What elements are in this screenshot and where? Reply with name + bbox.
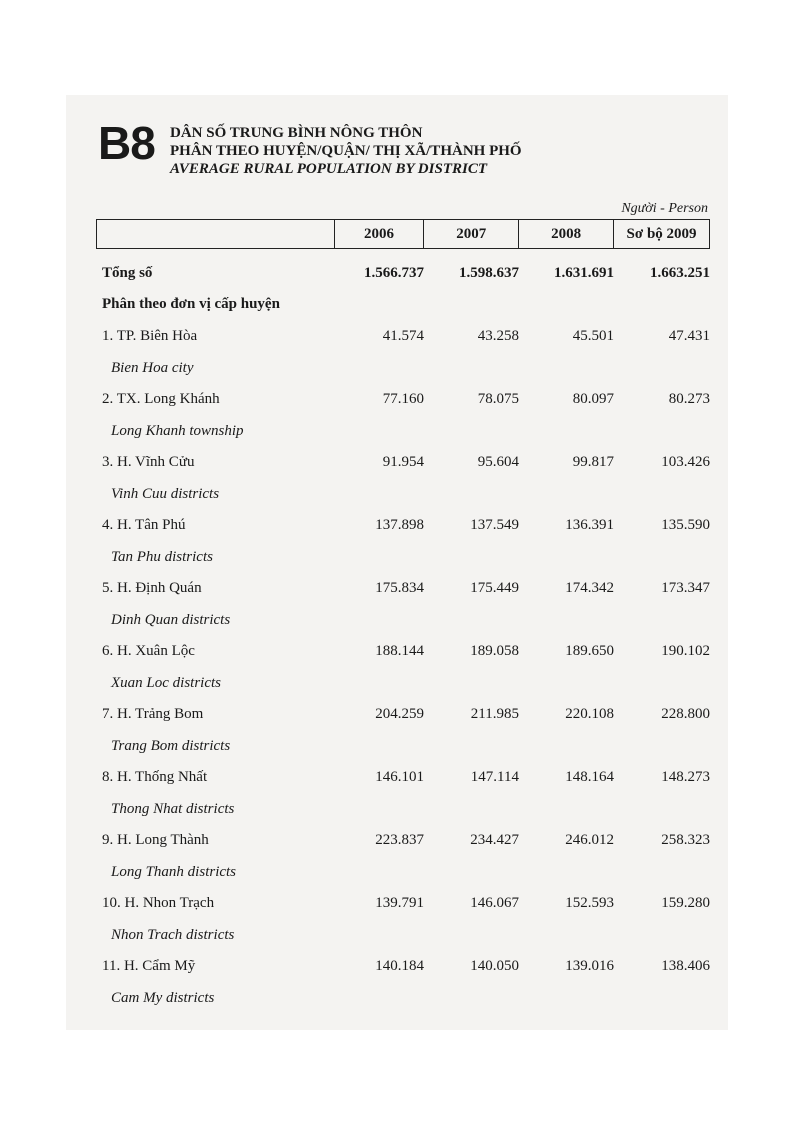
district-name-vn: 1. TP. Biên Hòa bbox=[102, 328, 198, 344]
table-row bbox=[96, 824, 710, 857]
value-cell: 189.650 bbox=[565, 643, 614, 659]
value-cell: 175.449 bbox=[470, 580, 519, 596]
value-cell: 258.323 bbox=[661, 832, 710, 848]
district-name-vn: 7. H. Trảng Bom bbox=[102, 706, 204, 722]
header-2009-preliminary: Sơ bộ 2009 bbox=[614, 220, 710, 249]
title-block bbox=[170, 124, 522, 178]
value-cell: 211.985 bbox=[470, 706, 519, 722]
value-cell: 152.593 bbox=[565, 895, 614, 911]
value-cell: 137.898 bbox=[375, 517, 424, 533]
table-row bbox=[96, 509, 710, 542]
value-cell: 246.012 bbox=[565, 832, 614, 848]
value-cell: 103.426 bbox=[661, 454, 710, 470]
total-2006: 1.566.737 bbox=[364, 264, 424, 281]
table-row-english bbox=[96, 542, 710, 572]
table-row-english bbox=[96, 416, 710, 446]
table-row-english bbox=[96, 668, 710, 698]
district-name-en: Xuan Loc districts bbox=[111, 674, 222, 691]
table-row-english bbox=[96, 983, 710, 1013]
value-cell: 138.406 bbox=[661, 958, 710, 974]
value-cell: 146.067 bbox=[470, 895, 519, 911]
table-row-english bbox=[96, 731, 710, 761]
title-vietnamese-line1: DÂN SỐ TRUNG BÌNH NÔNG THÔN bbox=[170, 125, 423, 141]
table-row bbox=[96, 698, 710, 731]
header-table bbox=[96, 219, 710, 249]
value-cell: 41.574 bbox=[382, 328, 424, 344]
data-table bbox=[96, 258, 710, 1013]
district-name-vn: 9. H. Long Thành bbox=[102, 832, 209, 848]
table-row-english bbox=[96, 857, 710, 887]
table-row bbox=[96, 635, 710, 668]
value-cell: 190.102 bbox=[661, 643, 710, 659]
district-name-en: Trang Bom districts bbox=[111, 737, 231, 754]
table-row-english bbox=[96, 479, 710, 509]
table-row-english bbox=[96, 605, 710, 635]
value-cell: 223.837 bbox=[375, 832, 424, 848]
value-cell: 148.164 bbox=[565, 769, 614, 785]
value-cell: 174.342 bbox=[565, 580, 614, 596]
value-cell: 234.427 bbox=[470, 832, 519, 848]
value-cell: 80.097 bbox=[572, 391, 614, 407]
header-2007: 2007 bbox=[424, 220, 519, 249]
value-cell: 137.549 bbox=[470, 517, 519, 533]
table-code: B8 bbox=[98, 117, 155, 169]
table-row bbox=[96, 950, 710, 983]
value-cell: 204.259 bbox=[375, 706, 424, 722]
total-2009: 1.663.251 bbox=[650, 264, 710, 281]
table-row bbox=[96, 383, 710, 416]
value-cell: 136.391 bbox=[565, 517, 614, 533]
table-row bbox=[96, 761, 710, 794]
value-cell: 148.273 bbox=[661, 769, 710, 785]
value-cell: 146.101 bbox=[375, 769, 424, 785]
district-name-en: Bien Hoa city bbox=[111, 359, 194, 376]
district-name-vn: 4. H. Tân Phú bbox=[102, 517, 186, 533]
district-name-vn: 10. H. Nhon Trạch bbox=[102, 895, 215, 911]
district-name-en: Thong Nhat districts bbox=[111, 800, 235, 817]
table-row bbox=[96, 446, 710, 479]
value-cell: 189.058 bbox=[470, 643, 519, 659]
value-cell: 77.160 bbox=[382, 391, 424, 407]
district-name-en: Tan Phu districts bbox=[111, 548, 213, 565]
district-name-vn: 3. H. Vĩnh Cửu bbox=[102, 454, 195, 470]
header-label-cell bbox=[97, 220, 335, 249]
district-name-vn: 8. H. Thống Nhất bbox=[102, 769, 208, 785]
table-row bbox=[96, 887, 710, 920]
district-name-en: Cam My districts bbox=[111, 989, 215, 1006]
section-label: Phân theo đơn vị cấp huyện bbox=[102, 295, 280, 312]
table-row bbox=[96, 320, 710, 353]
table-row bbox=[96, 572, 710, 605]
district-name-vn: 6. H. Xuân Lộc bbox=[102, 643, 195, 659]
value-cell: 139.791 bbox=[375, 895, 424, 911]
value-cell: 139.016 bbox=[565, 958, 614, 974]
district-name-en: Long Thanh districts bbox=[111, 863, 237, 880]
header-2006: 2006 bbox=[334, 220, 424, 249]
value-cell: 135.590 bbox=[661, 517, 710, 533]
total-2008: 1.631.691 bbox=[554, 264, 614, 281]
header-row bbox=[97, 220, 710, 249]
total-2007: 1.598.637 bbox=[459, 264, 519, 281]
value-cell: 99.817 bbox=[572, 454, 614, 470]
section-row bbox=[96, 288, 710, 320]
value-cell: 47.431 bbox=[668, 328, 710, 344]
district-name-en: Nhon Trach districts bbox=[111, 926, 235, 943]
header-2008: 2008 bbox=[519, 220, 614, 249]
title-vietnamese-line2: PHÂN THEO HUYỆN/QUẬN/ THỊ XÃ/THÀNH PHỐ bbox=[170, 143, 522, 159]
value-cell: 91.954 bbox=[382, 454, 424, 470]
value-cell: 173.347 bbox=[661, 580, 710, 596]
district-name-en: Dinh Quan districts bbox=[111, 611, 231, 628]
value-cell: 43.258 bbox=[477, 328, 519, 344]
title-english: AVERAGE RURAL POPULATION BY DISTRICT bbox=[170, 161, 487, 177]
total-row bbox=[96, 258, 710, 288]
value-cell: 147.114 bbox=[470, 769, 519, 785]
value-cell: 188.144 bbox=[375, 643, 424, 659]
value-cell: 140.184 bbox=[375, 958, 424, 974]
district-name-vn: 5. H. Định Quán bbox=[102, 580, 202, 596]
table-row-english bbox=[96, 353, 710, 383]
value-cell: 45.501 bbox=[572, 328, 614, 344]
value-cell: 80.273 bbox=[668, 391, 710, 407]
district-name-vn: 2. TX. Long Khánh bbox=[102, 391, 220, 407]
district-name-en: Long Khanh township bbox=[111, 422, 244, 439]
total-label: Tổng số bbox=[102, 264, 153, 281]
value-cell: 78.075 bbox=[477, 391, 519, 407]
district-name-en: Vinh Cuu districts bbox=[111, 485, 220, 502]
table-row-english bbox=[96, 920, 710, 950]
district-name-vn: 11. H. Cẩm Mỹ bbox=[102, 958, 196, 974]
value-cell: 220.108 bbox=[565, 706, 614, 722]
value-cell: 159.280 bbox=[661, 895, 710, 911]
value-cell: 95.604 bbox=[477, 454, 519, 470]
value-cell: 228.800 bbox=[661, 706, 710, 722]
table-row-english bbox=[96, 794, 710, 824]
value-cell: 140.050 bbox=[470, 958, 519, 974]
value-cell: 175.834 bbox=[375, 580, 424, 596]
unit-label: Người - Person bbox=[621, 201, 708, 216]
